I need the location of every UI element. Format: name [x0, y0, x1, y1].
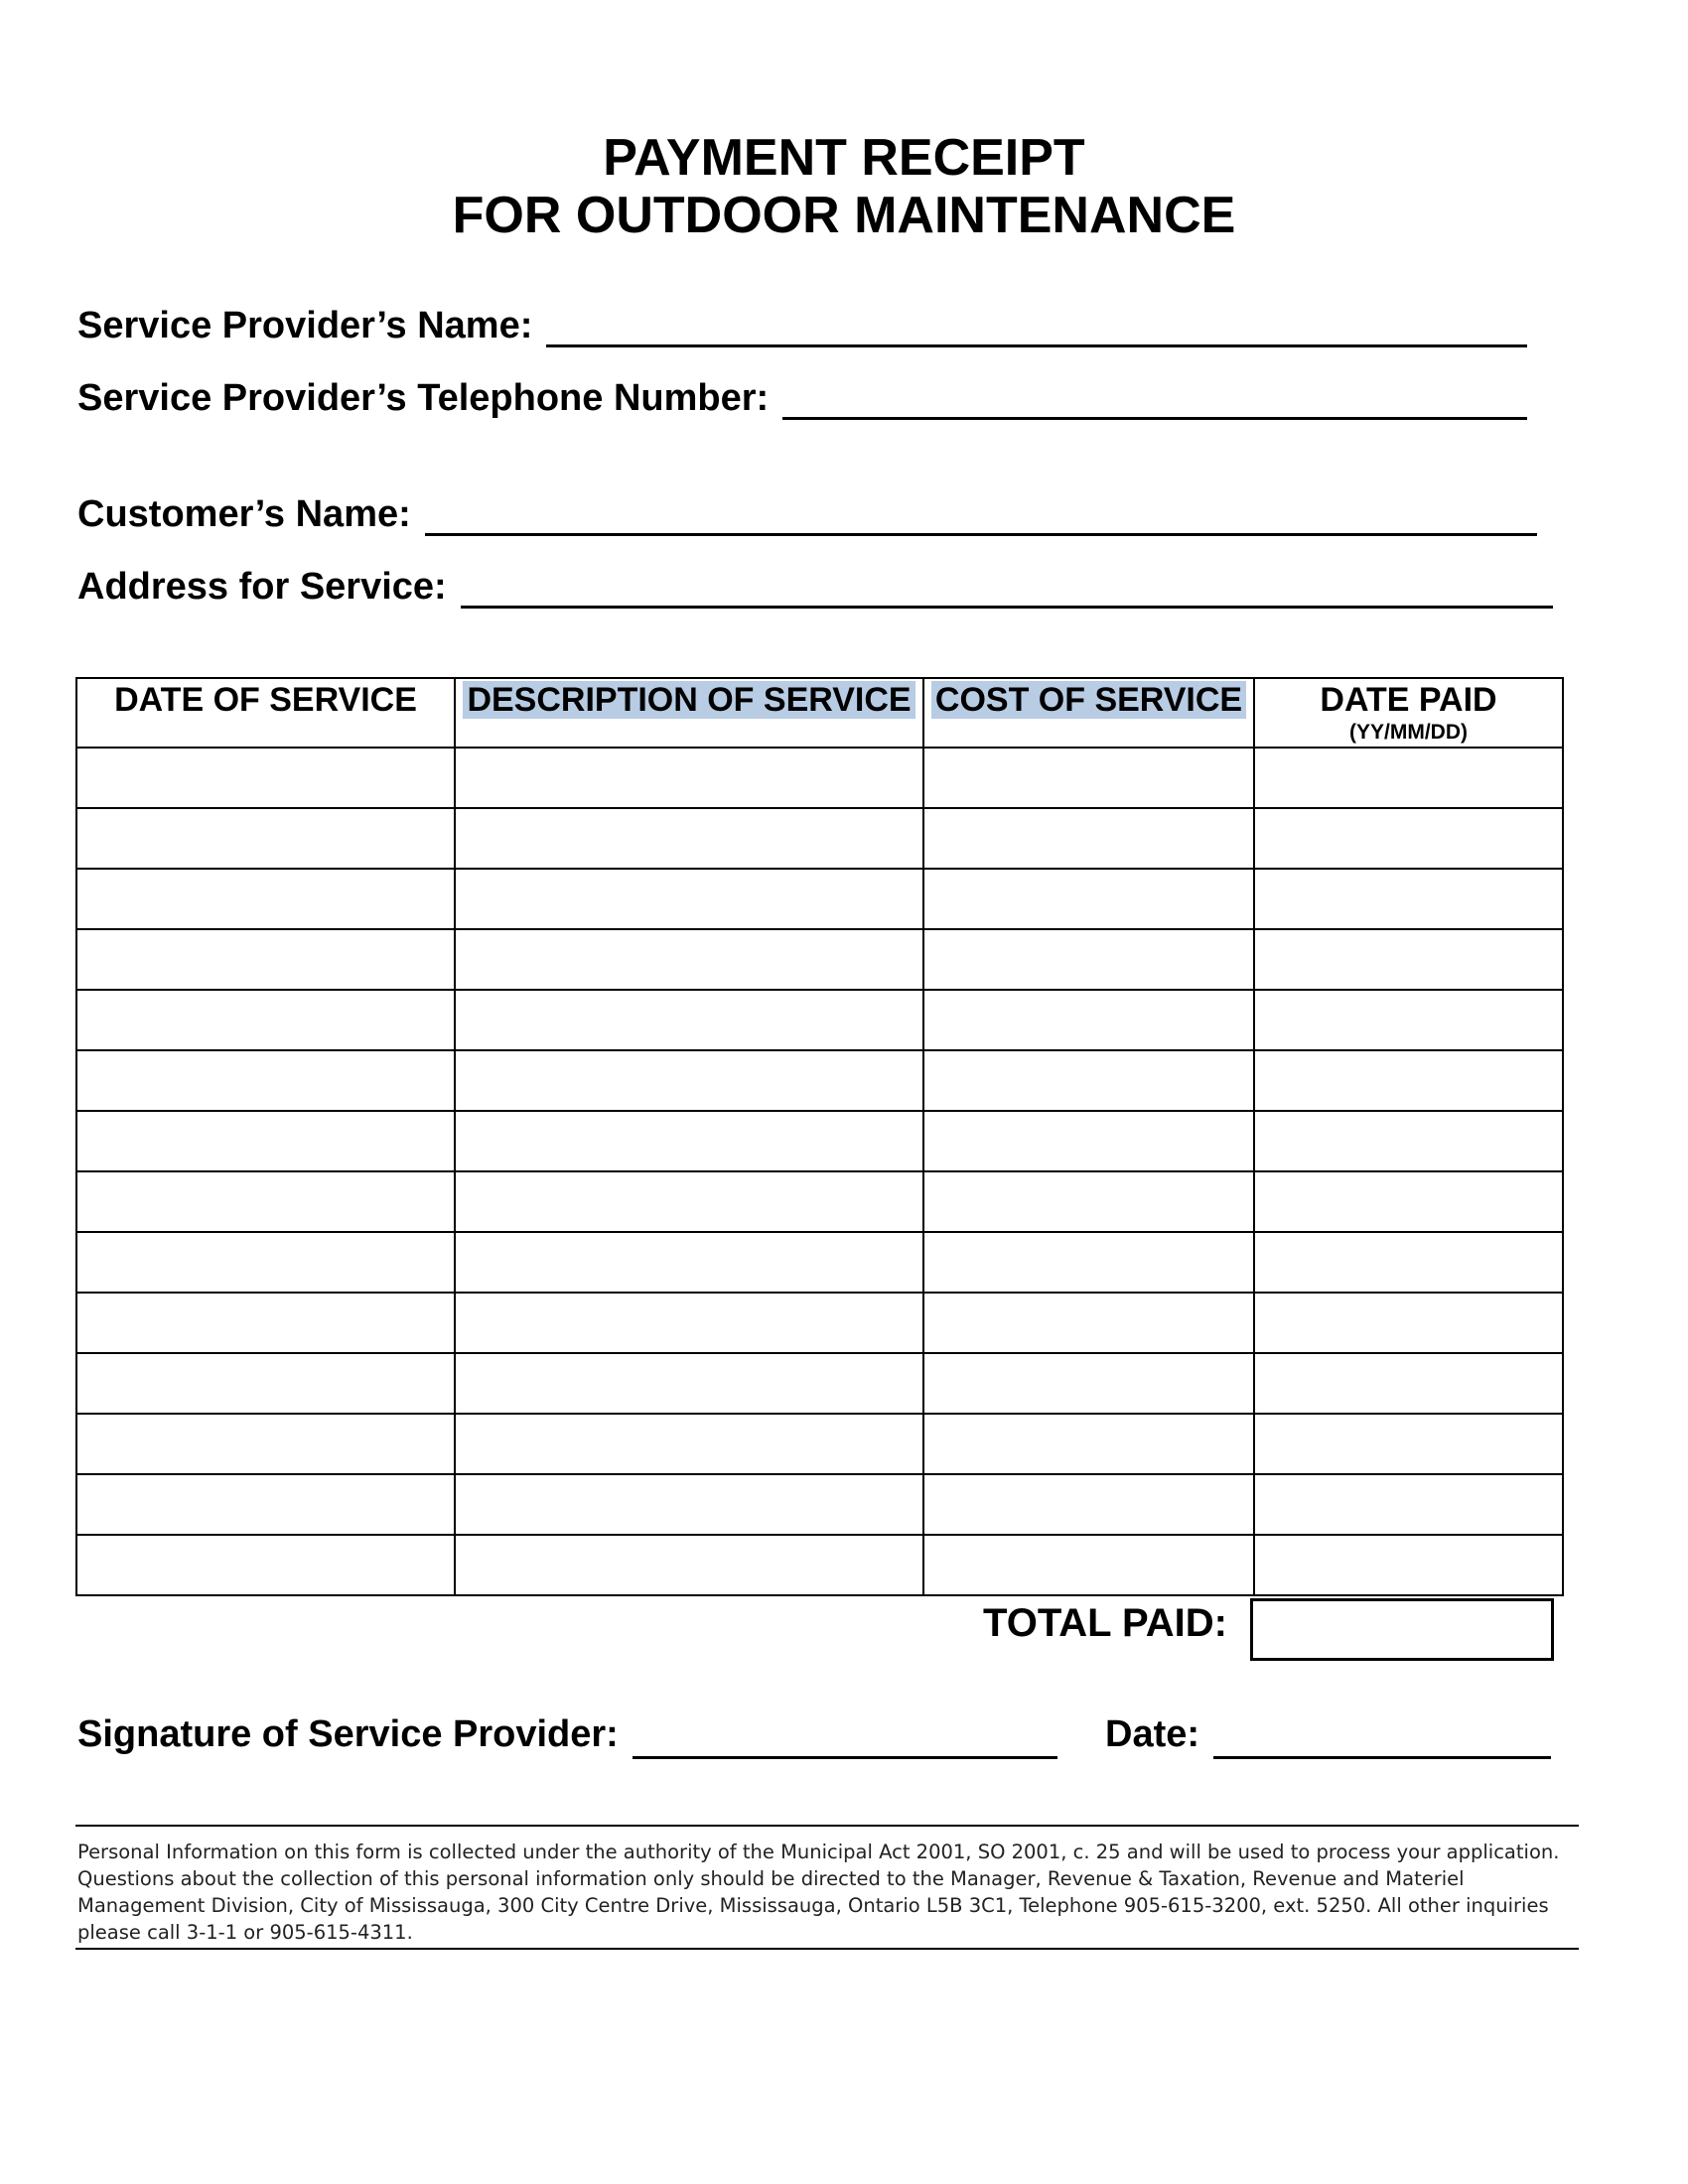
date-paid-format-hint: (YY/MM/DD): [1349, 721, 1468, 744]
signature-label: Signature of Service Provider:: [77, 1713, 619, 1755]
cost-cell[interactable]: [923, 808, 1254, 869]
description-cell[interactable]: [455, 1232, 923, 1293]
footer-bottom-rule: [75, 1948, 1579, 1950]
date-paid-cell[interactable]: [1254, 1111, 1563, 1171]
date-of-service-cell[interactable]: [76, 1353, 455, 1414]
description-cell[interactable]: [455, 1111, 923, 1171]
signature-input-line[interactable]: [633, 1716, 1057, 1759]
col-header-date-of-service: DATE OF SERVICE: [76, 678, 455, 748]
customer-name-label: Customer’s Name:: [77, 493, 411, 535]
service-address-field: [77, 559, 1553, 609]
provider-phone-input-line[interactable]: [782, 379, 1527, 420]
provider-phone-label: Service Provider’s Telephone Number:: [77, 377, 770, 419]
cost-cell[interactable]: [923, 1474, 1254, 1535]
service-address-input-line[interactable]: [461, 568, 1553, 609]
date-paid-cell[interactable]: [1254, 1171, 1563, 1232]
date-of-service-cell[interactable]: [76, 748, 455, 808]
date-input-line[interactable]: [1213, 1716, 1551, 1759]
description-cell[interactable]: [455, 990, 923, 1050]
cost-cell[interactable]: [923, 1353, 1254, 1414]
signature-field: [77, 1709, 1057, 1759]
table-row: [76, 1293, 1563, 1353]
service-table: [75, 677, 1564, 1596]
table-row: [76, 1414, 1563, 1474]
title-line-1: PAYMENT RECEIPT: [603, 129, 1085, 187]
col-header-cost: [923, 678, 1254, 748]
date-paid-cell[interactable]: [1254, 869, 1563, 929]
description-cell[interactable]: [455, 748, 923, 808]
date-paid-cell[interactable]: [1254, 808, 1563, 869]
date-of-service-cell[interactable]: [76, 808, 455, 869]
table-row: [76, 808, 1563, 869]
table-header-row: [76, 678, 1563, 748]
customer-name-input-line[interactable]: [425, 495, 1537, 536]
total-paid-label: TOTAL PAID:: [983, 1601, 1227, 1645]
date-of-service-cell[interactable]: [76, 869, 455, 929]
cost-cell[interactable]: [923, 1293, 1254, 1353]
date-paid-cell[interactable]: [1254, 1535, 1563, 1595]
date-label: Date:: [1105, 1713, 1200, 1755]
description-cell[interactable]: [455, 808, 923, 869]
table-row: [76, 1232, 1563, 1293]
date-paid-cell[interactable]: [1254, 1474, 1563, 1535]
description-cell[interactable]: [455, 1293, 923, 1353]
date-paid-cell[interactable]: [1254, 1414, 1563, 1474]
date-of-service-cell[interactable]: [76, 1232, 455, 1293]
form-title: [0, 129, 1688, 244]
provider-name-field: [77, 298, 1527, 347]
total-paid-box[interactable]: [1250, 1598, 1554, 1661]
col-header-description: [455, 678, 923, 748]
customer-name-field: [77, 486, 1537, 536]
date-paid-cell[interactable]: [1254, 990, 1563, 1050]
title-line-2: FOR OUTDOOR MAINTENANCE: [452, 187, 1236, 244]
date-paid-cell[interactable]: [1254, 929, 1563, 990]
table-row: [76, 1111, 1563, 1171]
privacy-notice: Personal Information on this form is collected under the authority of the Municipal Act 2001, SO 2001, c. 25 and will be used to process your application. Questions about the collection of this personal information only should be directed to the Manager, Revenue & Taxation, Revenue and Materiel Management Division, City of Mississauga, 300 City Centre Drive, Mississauga, Ontario L5B 3C1, Telephone 905-615-3200, ext. 5250. All other inquiries please call 3-1-1 or 905-615-4311.: [77, 1841, 1560, 1944]
footer-top-rule: [75, 1825, 1579, 1827]
description-cell[interactable]: [455, 1414, 923, 1474]
col-header-date-paid: [1254, 678, 1563, 748]
date-field: [1105, 1709, 1551, 1759]
table-row: [76, 748, 1563, 808]
provider-name-input-line[interactable]: [546, 307, 1527, 347]
date-of-service-cell[interactable]: [76, 1171, 455, 1232]
date-paid-cell[interactable]: [1254, 748, 1563, 808]
cost-cell[interactable]: [923, 1414, 1254, 1474]
date-paid-header-text: DATE PAID: [1320, 681, 1497, 719]
date-paid-cell[interactable]: [1254, 1232, 1563, 1293]
description-cell[interactable]: [455, 1535, 923, 1595]
description-header-text: DESCRIPTION OF SERVICE: [463, 681, 914, 719]
cost-cell[interactable]: [923, 869, 1254, 929]
cost-cell[interactable]: [923, 1535, 1254, 1595]
table-row: [76, 929, 1563, 990]
service-address-label: Address for Service:: [77, 566, 447, 608]
description-cell[interactable]: [455, 1050, 923, 1111]
cost-cell[interactable]: [923, 990, 1254, 1050]
date-of-service-cell[interactable]: [76, 1414, 455, 1474]
date-paid-cell[interactable]: [1254, 1353, 1563, 1414]
date-of-service-cell[interactable]: [76, 1535, 455, 1595]
table-row: [76, 990, 1563, 1050]
date-of-service-cell[interactable]: [76, 990, 455, 1050]
date-of-service-cell[interactable]: [76, 929, 455, 990]
date-of-service-cell[interactable]: [76, 1293, 455, 1353]
cost-cell[interactable]: [923, 1050, 1254, 1111]
provider-phone-field: [77, 370, 1527, 420]
cost-header-text: COST OF SERVICE: [931, 681, 1246, 719]
table-row: [76, 1474, 1563, 1535]
table-row: [76, 1353, 1563, 1414]
description-cell[interactable]: [455, 1474, 923, 1535]
table-body: [76, 748, 1563, 1595]
cost-cell[interactable]: [923, 1171, 1254, 1232]
description-cell[interactable]: [455, 1353, 923, 1414]
table-row: [76, 869, 1563, 929]
date-paid-cell[interactable]: [1254, 1293, 1563, 1353]
date-of-service-cell[interactable]: [76, 1050, 455, 1111]
date-of-service-cell[interactable]: [76, 1111, 455, 1171]
description-cell[interactable]: [455, 869, 923, 929]
cost-cell[interactable]: [923, 929, 1254, 990]
cost-cell[interactable]: [923, 748, 1254, 808]
provider-name-label: Service Provider’s Name:: [77, 305, 533, 346]
cost-cell[interactable]: [923, 1232, 1254, 1293]
date-paid-cell[interactable]: [1254, 1050, 1563, 1111]
table-row: [76, 1050, 1563, 1111]
description-cell[interactable]: [455, 929, 923, 990]
cost-cell[interactable]: [923, 1111, 1254, 1171]
description-cell[interactable]: [455, 1171, 923, 1232]
table-row: [76, 1535, 1563, 1595]
table-row: [76, 1171, 1563, 1232]
date-of-service-cell[interactable]: [76, 1474, 455, 1535]
